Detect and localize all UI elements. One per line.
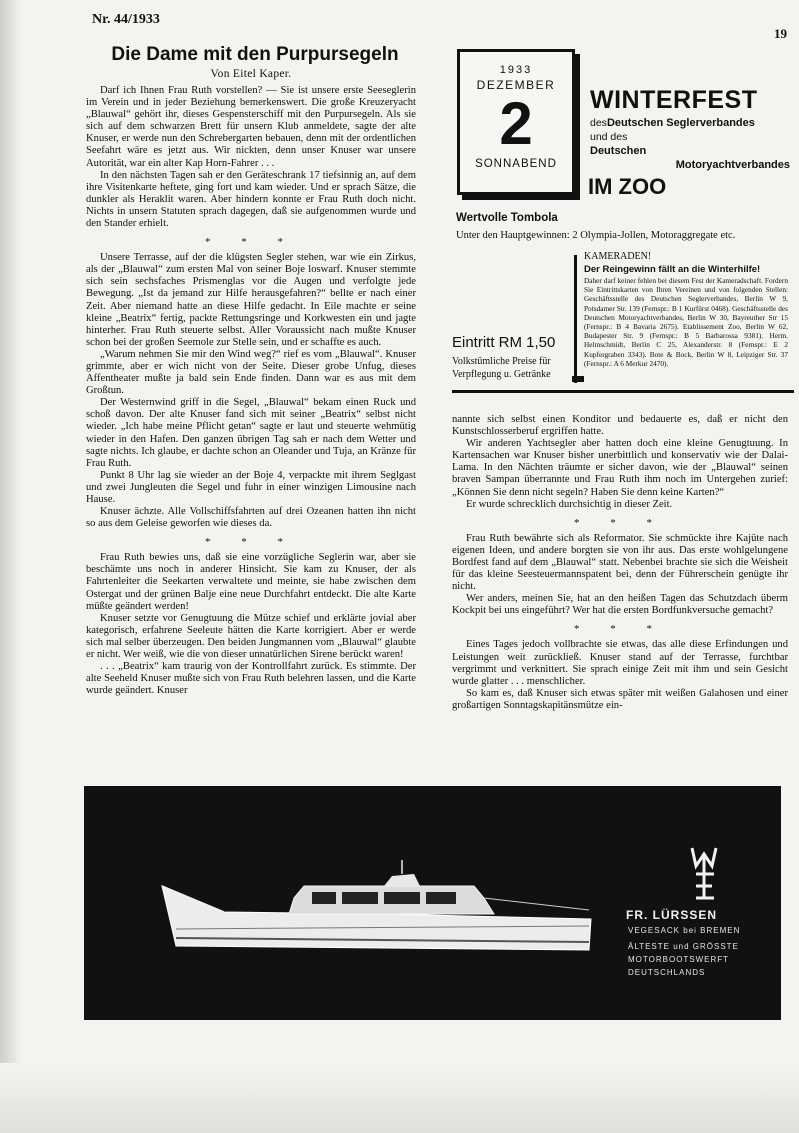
article-byline: Von Eitel Kaper. bbox=[210, 68, 292, 80]
event-ticket-info: Daher darf keiner fehlen bei diesem Fest der Kameradschaft. Fordern Sie Eintrittskarten von Ihren Vereinen und von folgenden Stellen: Geschäftsstelle des Deutschen Seglerverbandes, Berlin W 9, Potsdamer Str. 139 (Fernspr.: B 1 Kurfürst 0468). Geschäftsstelle des Deutschen Motoryachtverbandes, Berlin W 30, Bayreuther Str 15 (Fernspr.: B 4 Bavaria 2675). Etablissement Zoo, Berlin W 62, Budapester Str. 9 (Fernspr.: B 5 Barbarossa 9381). Herm. Helmschmidt, Berlin C 25, Alexanderstr. 8 (Fernspr.: E 2 Kupfergraben 3343). Bote & Bock, Berlin W 8, Leipziger Str. 37 (Fernspr.: A 6 Merkur 2470). bbox=[584, 276, 788, 368]
shipyard-advertisement bbox=[84, 786, 781, 1020]
event-month: DEZEMBER bbox=[476, 78, 556, 92]
page-number: 19 bbox=[774, 26, 787, 41]
article-paragraph: Er wurde schrecklich durchsichtig in dieser Zeit. bbox=[466, 498, 673, 510]
article-paragraph: Wir anderen Yachtsegler aber hatten doch eine kleine Genugtuung. In Kartensachen war Knuser bisher unerbittlich und konservativ wie der Dalai-Lama. In den Nächten träumte er sicher davon, wie der „Blauwal“ seinen braven Sampan überrannte und Frau Ruth ihm noch im Untergehen zurief: „Können Sie denn nicht segeln? Haben Sie denn keine Karten?“ bbox=[452, 438, 788, 498]
shipyard-tagline-3: DEUTSCHLANDS bbox=[628, 968, 706, 977]
event-comrades: KAMERADEN! bbox=[584, 251, 652, 262]
article-paragraph: „Warum nehmen Sie mir den Wind weg?“ rief es vom „Blauwal“. Knuser grimmte, aber er wich nicht von der Seite. Dieser grobe Unfug, dieses Affentheater mußte ja bald sein Ende finden. Dann war es aus mit dem Großtun. bbox=[86, 348, 416, 397]
organizer-conjunction: und des bbox=[590, 131, 628, 143]
event-tombola: Wertvolle Tombola bbox=[456, 212, 558, 224]
shipyard-name: FR. LÜRSSEN bbox=[626, 908, 718, 922]
event-location: IM ZOO bbox=[588, 174, 667, 199]
article-paragraph: nannte sich selbst einen Konditor und bedauerte es, daß er nicht den Kunstschlosserberuf ergriffen hatte. bbox=[452, 414, 788, 438]
article-title: Die Dame mit den Purpursegeln bbox=[111, 44, 399, 65]
article-paragraph: Knuser setzte vor Genugtuung die Mütze schief und erklärte jovial aber kategorisch, erfahrene Seeleute hätten die Karte korrigiert. Aber er werde sich mal selber überzeugen. Den beiden Jungmannen vom „Blauwal“ glaubte er nicht. Wer weiß, wie die von dieser unnatürlichen Sirene berückt waren! bbox=[86, 612, 416, 661]
shipyard-logo bbox=[692, 848, 716, 898]
event-prizes: Unter den Hauptgewinnen: 2 Olympia-Jollen, Motoraggregate etc. bbox=[456, 230, 736, 241]
article-paragraph: Unsere Terrasse, auf der die klügsten Segler stehen, war wie ein Zirkus, als der „Blauwal“ zum ersten Mal von seiner Boje loswarf. Knuser stemmte sich sein sechsfaches Prismenglas vor die Augen und verfolgte jede Bewegung. „Ist da jemand zur Hilfe herausgefahren?“ bellte er nach einer Zeit. Aber niemand hatte an diese Hilfe gedacht. In Eile machte er seine kleine „Beatrix“ fertig, packte Rettungsringe und Korkwesten ein und jagte hinterher. Frau Ruth steuerte selbst. Aller Voraussicht nach mußte Knuser schon bei der großen Seemole zur Stelle sein, und er schaffte es auch. bbox=[86, 252, 416, 348]
article-left-column bbox=[86, 44, 416, 697]
shipyard-tagline-2: MOTORBOOTSWERFT bbox=[628, 955, 730, 964]
article-paragraph: So kam es, daß Knuser sich etwas später mit weißen Galahosen und einer großartigen Sonntagskapitänsmütze ein- bbox=[452, 687, 788, 711]
event-organizers bbox=[590, 116, 790, 172]
article-paragraph: Darf ich Ihnen Frau Ruth vorstellen? — Sie ist unsere erste Seeseglerin im Verein und in jeder Beziehung bemerkenswert. Die große Kreuzeryacht „Blauwal“ gehört ihr, dieses Gespensterschiff mit den Purpursegeln. Als sie sich auf dem schwarzen Brett für unsern Klub anmeldete, sagte der alte Knuser, er werde nun den Schrebergarten bebauen, denn mit der ordentlichen Seefahrt wäre es jetzt aus. Wir nickten, denn unser Knuser war unsere Autorität, war ein alter Kap Horn-Fahrer . . . bbox=[86, 85, 416, 169]
organizer-prefix: des bbox=[590, 117, 607, 129]
article-paragraph: . . . „Beatrix“ kam traurig von der Kontrollfahrt zurück. Es stimmte. Der alte Seeheld Knuser mußte sich von Frau Ruth belehren lassen, und die Karte wurde geändert. Knuser bbox=[86, 661, 416, 697]
article-paragraph: Eines Tages jedoch vollbrachte sie etwas, das alle diese Erfindungen und Leistungen weit zurückließ. Knuser stand auf der Terrasse, furchtbar vergrimmt und verknittert. Sie sprach einige Zeit mit ihm und sein Gesicht wurde glatter . . . menschlicher. bbox=[452, 639, 788, 687]
event-date-box bbox=[457, 49, 575, 195]
section-divider-stars: * * * bbox=[205, 536, 297, 549]
horizontal-rule bbox=[452, 390, 794, 393]
page-edge-shadow bbox=[0, 0, 22, 1133]
organizer-sailing: Deutschen Seglerverbandes bbox=[606, 117, 755, 129]
article-paragraph: In den nächsten Tagen sah er den Geräteschrank 17 tiefsinnig an, auf dem ihre Visitenkarte heftete, ging fort und kam wieder. Und er sprach Sätze, die dunkler als Heraklit waren. Aber hindern konnte er Frau Ruth doch nicht. Nichts in unsern Statuten sprach dagegen, daß sie aufgenommen wurde und den Stander erhielt. bbox=[86, 169, 416, 230]
event-admission-note: Volkstümliche Preise für Verpflegung u. Getränke bbox=[452, 356, 551, 380]
event-title: WINTERFEST bbox=[590, 86, 758, 114]
organizer-motoryacht-2: Motoryachtverbandes bbox=[675, 159, 790, 171]
article-paragraph: Knuser ächzte. Alle Vollschiffsfahrten auf drei Ozeanen hatten ihn nicht so aus dem Geleise geworfen wie dieses da. bbox=[86, 506, 416, 530]
article-paragraph: Wer anders, meinen Sie, hat an den heißen Tagen das Schutzdach überm Kockpit bei uns eingeführt? Wer hat die ersten Bordfunkversuche gemacht? bbox=[452, 593, 788, 617]
vertical-rule bbox=[574, 255, 577, 383]
shipyard-tagline-1: ÄLTESTE und GRÖSSTE bbox=[628, 942, 739, 951]
page-bottom-shadow bbox=[0, 1063, 799, 1133]
shipyard-location: VEGESACK bei BREMEN bbox=[628, 926, 741, 935]
article-paragraph: Frau Ruth bewährte sich als Reformator. Sie schmückte ihre Kajüte nach eigenen Ideen, und andere borgten sie von ihr aus. Das erste wohlgelungene Bordfest fand auf dem „Blauwal“ statt. Nebenbei brachte sie sich die Weisheit für das kleine Seesteuermannspatent bei, denn der Führerschein genügte ihr nicht. bbox=[452, 532, 788, 593]
organizer-motoryacht-1: Deutschen bbox=[590, 145, 647, 157]
article-paragraph: Punkt 8 Uhr lag sie wieder an der Boje 4, verpackte mit ihrem Seglgast und zwei Jungleuten die Segel und fuhr in einer winzigen Limousine nach Hause. bbox=[86, 469, 416, 505]
section-divider-stars: * * * bbox=[574, 623, 666, 636]
event-admission: Eintritt RM 1,50 bbox=[452, 334, 556, 351]
issue-number: Nr. 44/1933 bbox=[92, 12, 160, 27]
event-weekday: SONNABEND bbox=[475, 158, 557, 170]
motor-yacht-illustration bbox=[84, 786, 781, 1020]
article-right-column bbox=[452, 414, 788, 712]
event-year: 1933 bbox=[499, 64, 533, 76]
event-day: 2 bbox=[499, 90, 533, 157]
event-proceeds: Der Reingewinn fällt an die Winterhilfe! bbox=[584, 264, 761, 275]
article-paragraph: Frau Ruth bewies uns, daß sie eine vorzügliche Seglerin war, aber sie beschämte uns noch in anderer Hinsicht. Sie kam zu Knuser, der als Fahrtenleiter die Seekarten verwaltete und meinte, sie habe zwischen dem Ostergat und der grünen Balje eine neue Durchfahrt entdeckt. Die alte Karte müßte geändert werden! bbox=[86, 552, 416, 612]
section-divider-stars: * * * bbox=[205, 236, 297, 249]
article-paragraph: Der Westernwind griff in die Segel, „Blauwal“ bekam einen Ruck und schoß davon. Der alte Knuser fand sich mit seiner „Beatrix“ selbst nicht wieder. „Ich habe meine Pflicht getan“ sagte er laut und steuerte wehmütig wieder in den Hafen. Den ganzen übrigen Tag sah er nach dem Wetter und sagte nichts. Ich glaube, er dachte schon an Oleander und Tuja, an Kränze für Frau Ruth. bbox=[86, 397, 416, 469]
section-divider-stars: * * * bbox=[574, 516, 666, 529]
